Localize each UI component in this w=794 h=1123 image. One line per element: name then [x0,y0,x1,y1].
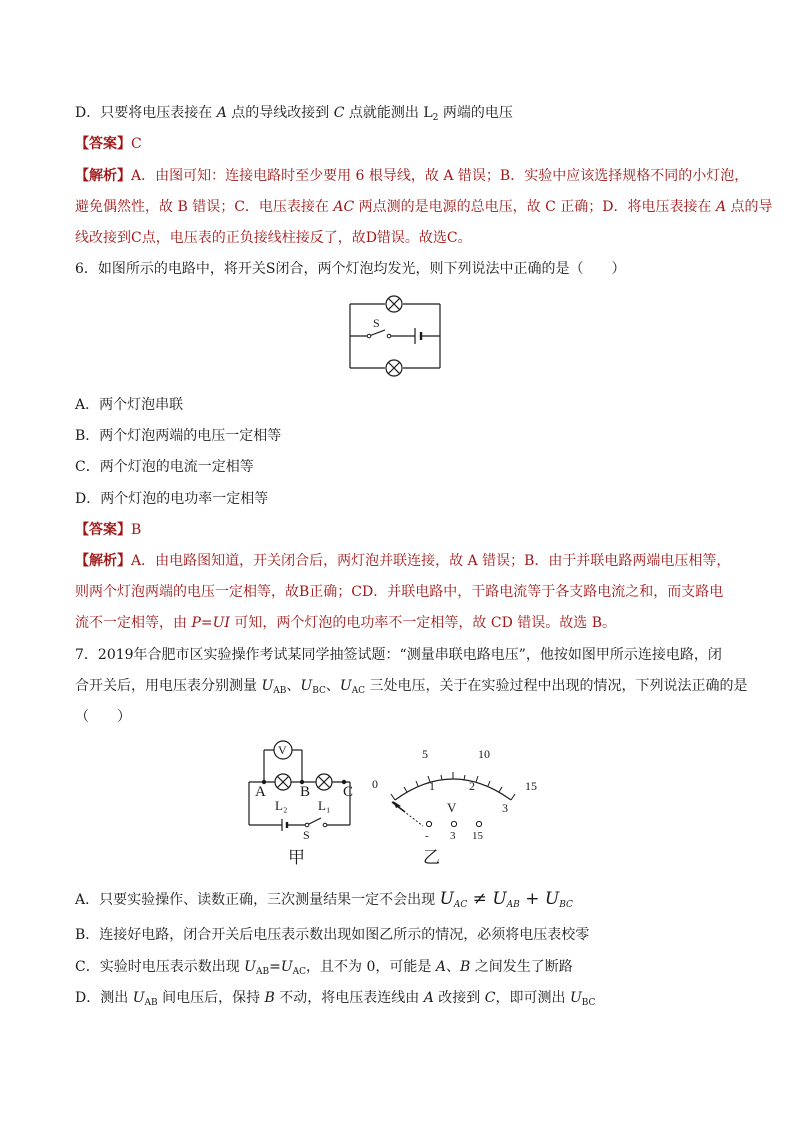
q6-analysis-line-2: 则两个灯泡两端的电压一定相等，故B正确；CD．并联电路中，干路电流等于各支路电流之和，而支路电 [75,584,724,600]
q5-option-d: D．只要将电压表接在 A 点的导线改接到 C 点就能测出 $L_2$ 两端的电压 [75,105,513,123]
q6-analysis-line-3: 流不一定相等，由 P=UI 可知，两个灯泡的电功率不一定相等，故 CD 错误。故选 B。 [75,615,616,631]
q6-circuit-figure [345,290,445,386]
q6-option-a: A．两个灯泡串联 [75,397,184,413]
q6-stem: 6．如图所示的电路中，将开关S闭合，两个灯泡均发光，则下列说法中正确的是（ ） [75,261,626,277]
q7-caption-jia: 甲 [288,848,305,867]
q7-option-d: D．测出 $U_{AB}$ 间电压后，保持 B 不动，将电压表连线由 A 改接到 C，即可测出 $U_{BC}$ [75,990,596,1008]
q7-option-b: B．连接好电路，闭合开关后电压表示数出现如图乙所示的情况，必须将电压表校零 [75,927,590,943]
q7-voltmeter-label: V [278,743,287,757]
q6-analysis-line-1: 【解析】A．由电路图知道，开关闭合后，两灯泡并联连接，故 A 错误；B．由于并联电路两端电压相等， [75,553,731,569]
q6-option-d: D．两个灯泡的电功率一定相等 [75,491,269,507]
q6-option-c: C．两个灯泡的电流一定相等 [75,459,254,475]
q6-option-b: B．两个灯泡两端的电压一定相等 [75,428,282,444]
answer-tag: 【答案】 [75,522,131,538]
q7-stem-line-2: 合开关后，用电压表分别测量 $U_{AB}$、$U_{BC}$、$U_{AC}$ 三处电压，关于在实验过程中出现的情况，下列说法正确的是 [75,678,748,696]
q5-analysis-line-2: 避免偶然性，故 B 错误；C．电压表接在 AC 两点测的是电源的总电压，故 C 正确；D．将电压表接在 A 点的导 [75,199,773,215]
q6-switch-label: S [373,316,380,330]
analysis-tag: 【解析】 [75,168,131,184]
q7-option-a [75,889,734,915]
q7-terminal-15: 15 [472,830,483,842]
q7-dial-bottom-0: 0 [372,777,378,791]
q6-answer [75,520,734,540]
q7-terminal-3: 3 [450,830,456,842]
q7-option-a-formula: $U_{AC} \ne U_{AB} + U_{BC}$ [439,889,573,910]
q7-switch-label: S [303,828,310,842]
q5-analysis-line-1: 【解析】A．由图可知：连接电路时至少要用 6 根导线，故 A 错误；B．实验中应该选择规格不同的小灯泡， [75,168,749,184]
q5-analysis-line-3: 线改接到C点，电压表的正负接线柱接反了，故D错误。故选C。 [75,230,472,246]
q7-dial-bottom-1: 1 [429,779,435,793]
q7-caption-yi: 乙 [423,848,440,867]
q7-lamp-l1: L₁ [318,798,331,813]
q7-dial-bottom-2: 2 [469,779,475,793]
q7-lamp-l2: L₂ [275,798,288,813]
q7-dial-top-5: 5 [422,747,428,761]
q7-figure-yi [365,738,545,872]
answer-value: C [131,136,142,152]
answer-value: B [131,522,142,538]
analysis-tag: 【解析】 [75,553,131,569]
q7-point-b: B [300,784,311,800]
q7-dial-top-15: 15 [525,779,537,793]
q7-dial-top-10: 10 [478,747,490,761]
q7-point-c: C [343,784,354,800]
q7-point-a: A [255,784,266,800]
q7-dial-unit: V [447,800,457,815]
answer-tag: 【答案】 [75,136,131,152]
q7-terminal-negative: - [425,830,429,842]
q7-dial-bottom-3: 3 [502,801,508,815]
q7-stem-line-1: 7．2019年合肥市区实验操作考试某同学抽签试题：“测量串联电路电压”，他按如图甲所示连接电路，闭 [75,647,722,663]
q7-option-c: C．实验时电压表示数出现 $U_{AB}=U_{AC}$，且不为 0，可能是 A、B 之间发生了断路 [75,959,573,977]
q7-figure-jia [244,738,356,872]
q7-stem-line-3: （ ） [75,709,131,725]
q5-answer [75,134,734,154]
q7-option-a-text: A．只要实验操作、读数正确，三次测量结果一定不会出现 [75,892,436,908]
